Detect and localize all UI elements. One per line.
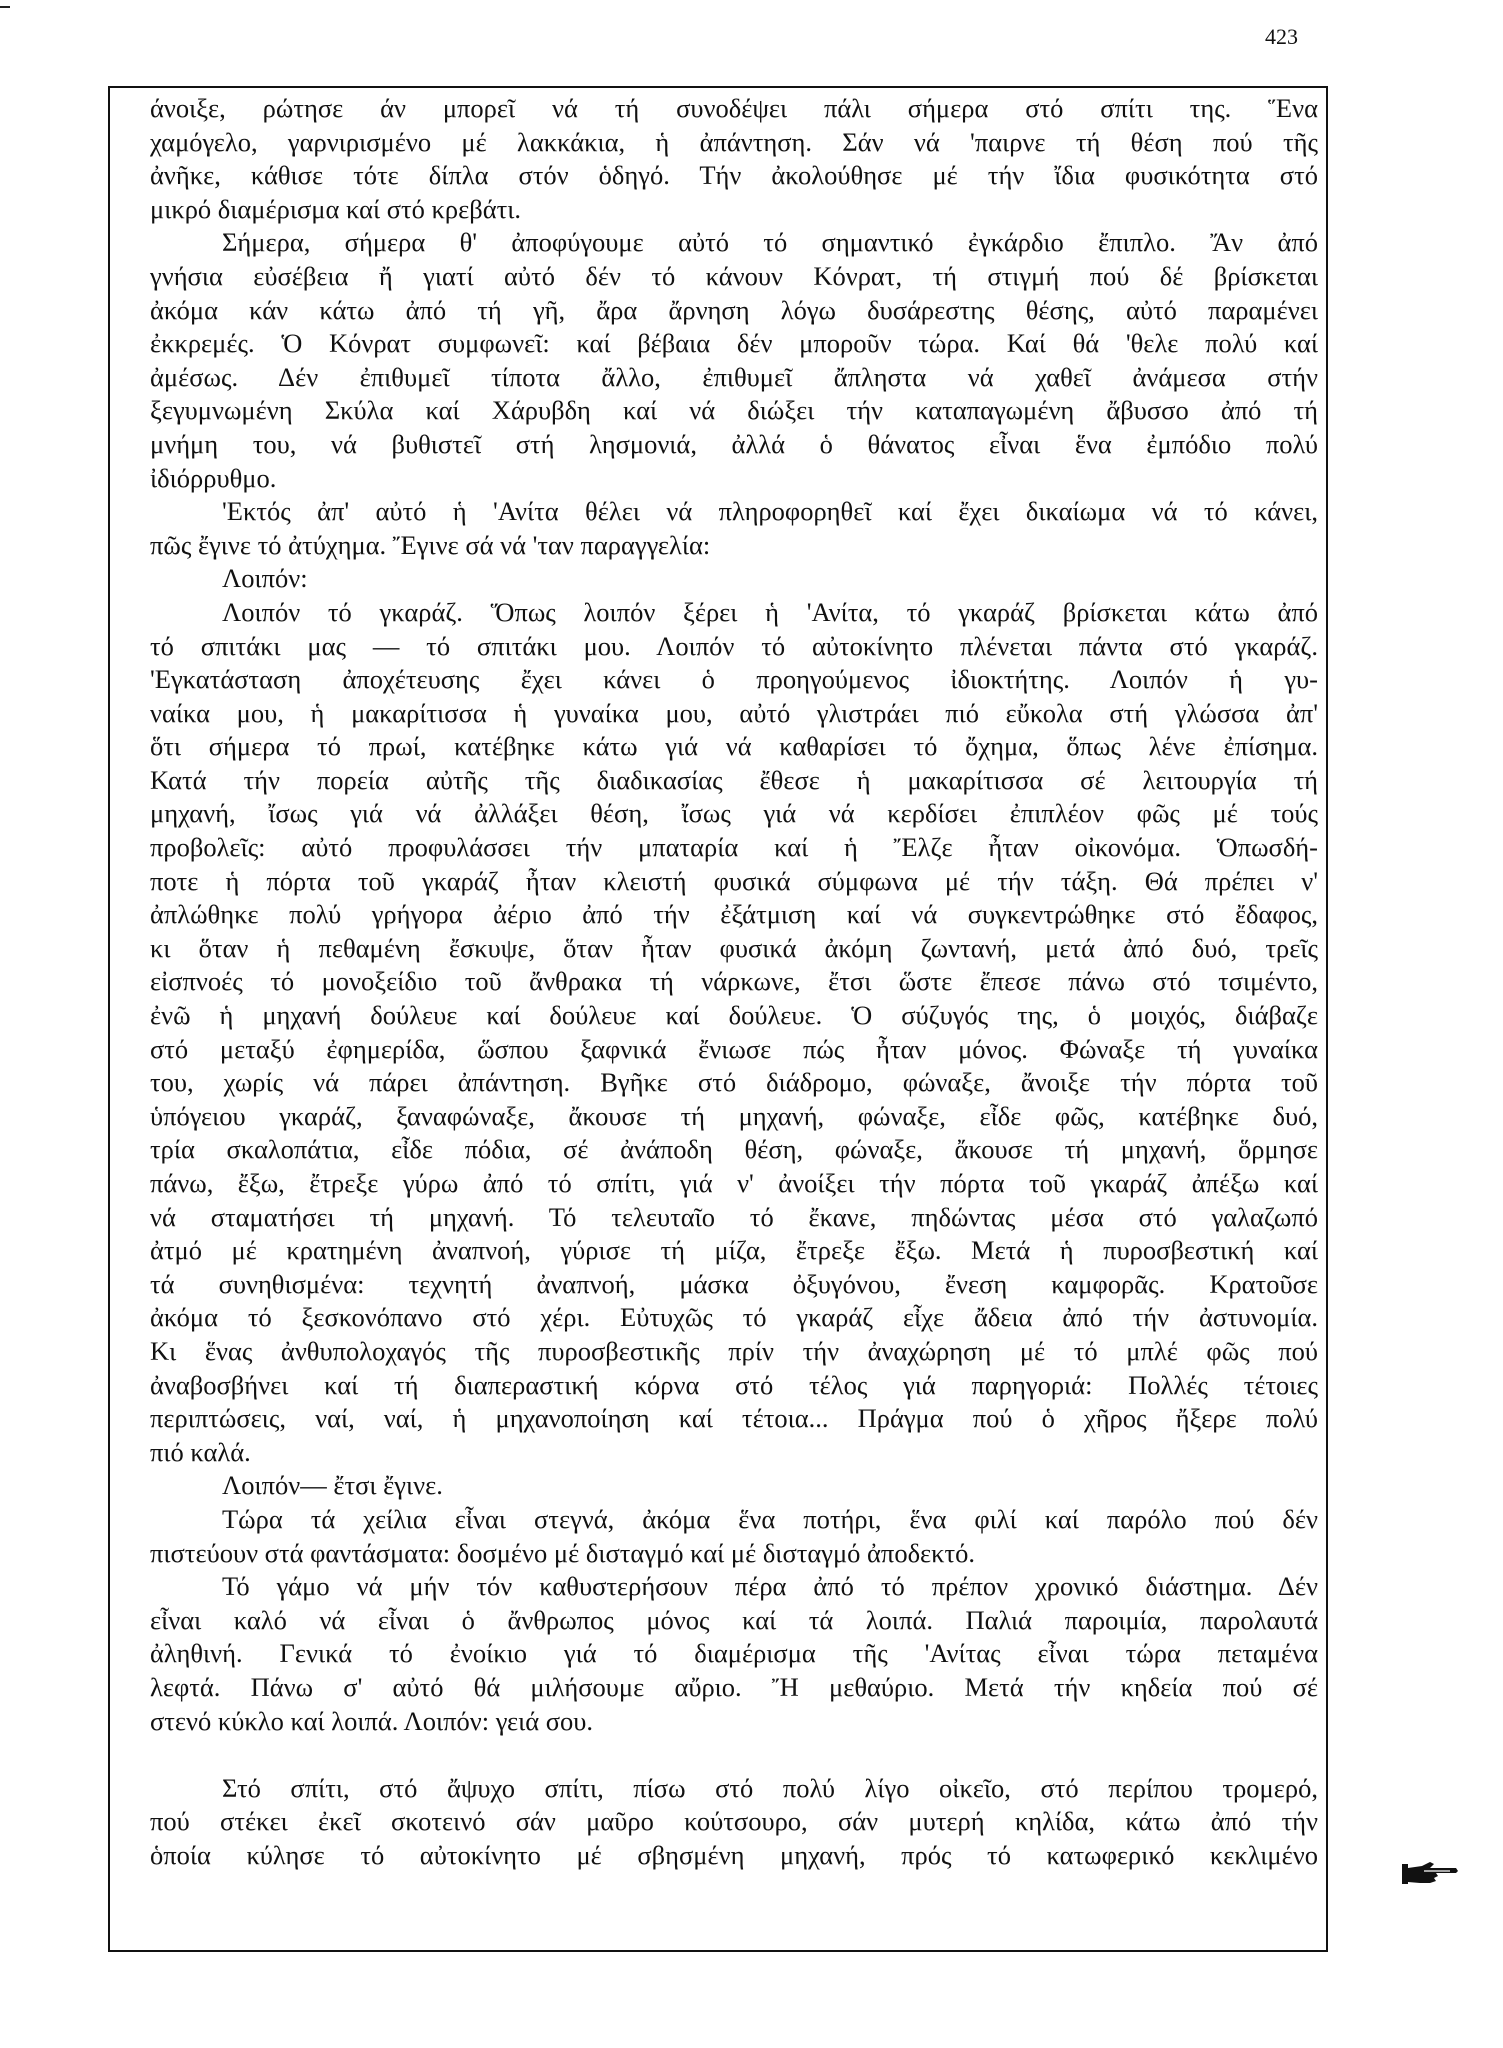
- text-line: Λοιπόν τό γκαράζ. Ὅπως λοιπόν ξέρει ἡ 'Ανίτα, τό γκαράζ βρίσκεται κάτω ἀπό: [222, 596, 1318, 627]
- text-line: ὁποία κύλησε τό αὐτοκίνητο μέ σβησμένη μηχανή, πρός τό κατωφερικό κεκλιμένο: [150, 1839, 1318, 1870]
- text-body: [150, 92, 1318, 1872]
- text-line: πιστεύουν στά φαντάσματα: δοσμένο μέ δισταγμό καί μέ δισταγμό ἀποδεκτό.: [150, 1537, 976, 1568]
- text-line: περιπτώσεις, ναί, ναί, ἡ μηχανοποίηση καί τέτοια... Πράγμα πού ὁ χῆρος ἤξερε πολύ: [150, 1403, 1318, 1434]
- text-line: τρία σκαλοπάτια, εἶδε πόδια, σέ ἀνάποδη θέση, φώναξε, ἄκουσε τή μηχανή, ὅρμησε: [150, 1134, 1318, 1165]
- text-line: πιό καλά.: [150, 1436, 251, 1467]
- text-line: ἀκόμα κάν κάτω ἀπό τή γῆ, ἄρα ἄρνηση λόγω δυσάρεστης θέσης, αὐτό παραμένει: [150, 294, 1318, 325]
- text-line: Τό γάμο νά μήν τόν καθυστερήσουν πέρα ἀπό τό πρέπον χρονικό διάστημα. Δέν: [222, 1571, 1318, 1602]
- text-line: πού στέκει ἐκεῖ σκοτεινό σάν μαῦρο κούτσουρο, σάν μυτερή κηλίδα, κάτω ἀπό τήν: [150, 1806, 1318, 1837]
- text-line: μικρό διαμέρισμα καί στό κρεβάτι.: [150, 193, 522, 224]
- text-line: ἀκόμα τό ξεσκονόπανο στό χέρι. Εὐτυχῶς τό γκαράζ εἶχε ἄδεια ἀπό τήν ἀστυνομία.: [150, 1302, 1318, 1333]
- text-line: ἀναβοσβήνει καί τή διαπεραστική κόρνα στό τέλος γιά παρηγοριά: Πολλές τέτοιες: [150, 1369, 1318, 1400]
- text-line: του, χωρίς νά πάρει ἀπάντηση. Βγῆκε στό διάδρομο, φώναξε, ἄνοιξε τήν πόρτα τοῦ: [150, 1067, 1318, 1098]
- text-line: προβολεῖς: αὐτό προφυλάσσει τήν μπαταρία καί ἡ Ἔλζε ἦταν οἰκονόμα. Ὁπωσδή-: [150, 832, 1318, 863]
- text-line: ποτε ἡ πόρτα τοῦ γκαράζ ἦταν κλειστή φυσικά σύμφωνα μέ τήν τάξη. Θά πρέπει ν': [150, 865, 1318, 896]
- text-line: ἀτμό μέ κρατημένη ἀναπνοή, γύρισε τή μίζα, ἔτρεξε ἔξω. Μετά ἡ πυροσβεστική καί: [150, 1235, 1318, 1266]
- text-line: άνοιξε, ρώτησε άν μπορεῖ νά τή συνοδέψει πάλι σήμερα στό σπίτι της. Ἕνα: [150, 93, 1318, 123]
- text-line: τά συνηθισμένα: τεχνητή ἀναπνοή, μάσκα ὀξυγόνου, ἔνεση καμφορᾶς. Κρατοῦσε: [150, 1268, 1318, 1299]
- text-line: Στό σπίτι, στό ἄψυχο σπίτι, πίσω στό πολύ λίγο οἰκεῖο, στό περίπου τρομερό,: [222, 1772, 1318, 1803]
- text-line: στενό κύκλο καί λοιπά. Λοιπόν: γειά σου.: [150, 1705, 594, 1736]
- text-line: Σήμερα, σήμερα θ' ἀποφύγουμε αὐτό τό σημαντικό ἐγκάρδιο ἔπιπλο. Ἄν ἀπό: [222, 227, 1318, 258]
- text-line: μνήμη του, νά βυθιστεῖ στή λησμονιά, ἀλλά ὁ θάνατος εἶναι ἕνα ἐμπόδιο πολύ: [150, 428, 1318, 459]
- text-line: ἰδιόρρυθμο.: [150, 462, 277, 493]
- paragraph-gap: [150, 1738, 1318, 1772]
- text-line: γνήσια εὐσέβεια ἤ γιατί αὐτό δέν τό κάνουν Κόνρατ, τή στιγμή πού δέ βρίσκεται: [150, 260, 1318, 291]
- text-line: πάνω, ἔξω, ἔτρεξε γύρω ἀπό τό σπίτι, γιά ν' ἀνοίξει τήν πόρτα τοῦ γκαράζ ἀπέξω καί: [150, 1168, 1318, 1198]
- text-line: νά σταματήσει τή μηχανή. Τό τελευταῖο τό ἔκανε, πηδώντας μέσα στό γαλαζωπό: [150, 1201, 1318, 1232]
- text-line: ἀληθινή. Γενικά τό ἐνοίκιο γιά τό διαμέρισμα τῆς 'Ανίτας εἶναι τώρα πεταμένα: [150, 1638, 1318, 1669]
- text-line: τό σπιτάκι μας — τό σπιτάκι μου. Λοιπόν τό αὐτοκίνητο πλένεται πάντα στό γκαράζ.: [150, 630, 1318, 661]
- text-line: ἀμέσως. Δέν ἐπιθυμεῖ τίποτα ἄλλο, ἐπιθυμεῖ ἄπληστα νά χαθεῖ ἀνάμεσα στήν: [150, 361, 1318, 392]
- text-line: 'Εκτός ἀπ' αὐτό ἡ 'Ανίτα θέλει νά πληροφορηθεῖ καί ἔχει δικαίωμα νά τό κάνει,: [222, 496, 1318, 527]
- text-line: Κατά τήν πορεία αὐτῆς τῆς διαδικασίας ἔθεσε ἡ μακαρίτισσα σέ λειτουργία τή: [150, 764, 1318, 795]
- text-line: ἐνῶ ἡ μηχανή δούλευε καί δούλευε καί δούλευε. Ὁ σύζυγός της, ὁ μοιχός, διάβαζε: [150, 1000, 1318, 1031]
- page-number: 423: [1265, 24, 1298, 49]
- scan-corner-mark: [0, 6, 10, 8]
- text-line: ἀπλώθηκε πολύ γρήγορα ἀέριο ἀπό τήν ἐξάτμιση καί νά συγκεντρώθηκε στό ἔδαφος,: [150, 899, 1318, 930]
- text-line: Κι ἕνας ἀνθυπολοχαγός τῆς πυροσβεστικῆς πρίν τήν ἀναχώρηση μέ τό μπλέ φῶς πού: [150, 1335, 1318, 1366]
- text-line: πῶς ἔγινε τό ἀτύχημα. Ἔγινε σά νά 'ταν παραγγελία:: [150, 529, 711, 560]
- pointing-hand-icon: [1400, 1860, 1460, 1886]
- text-line: Λοιπόν— ἔτσι ἔγινε.: [222, 1470, 443, 1501]
- text-line: χαμόγελο, γαρνιρισμένο μέ λακκάκια, ἡ ἀπάντηση. Σάν νά 'παιρνε τή θέση πού τῆς: [150, 126, 1318, 157]
- text-line: στό μεταξύ ἐφημερίδα, ὥσπου ξαφνικά ἔνιωσε πώς ἦταν μόνος. Φώναξε τή γυναίκα: [150, 1033, 1318, 1064]
- text-line: ναίκα μου, ἡ μακαρίτισσα ἡ γυναίκα μου, αὐτό γλιστράει πιό εὔκολα στή γλώσσα ἀπ': [150, 697, 1318, 728]
- text-line: ξεγυμνωμένη Σκύλα καί Χάρυβδη καί νά διώξει τήν καταπαγωμένη ἄβυσσο ἀπό τή: [150, 395, 1318, 426]
- text-line: ἀνῆκε, κάθισε τότε δίπλα στόν ὁδηγό. Τήν ἀκολούθησε μέ τήν ἴδια φυσικότητα στό: [150, 160, 1318, 191]
- text-line: εἶναι καλό νά εἶναι ὁ ἄνθρωπος μόνος καί τά λοιπά. Παλιά παροιμία, παρολαυτά: [150, 1604, 1318, 1635]
- text-line: Τώρα τά χείλια εἶναι στεγνά, ἀκόμα ἕνα ποτήρι, ἕνα φιλί καί παρόλο πού δέν: [222, 1503, 1318, 1534]
- text-line: εἰσπνοές τό μονοξείδιο τοῦ ἄνθρακα τή νάρκωνε, ἔτσι ὥστε ἔπεσε πάνω στό τσιμέντο,: [150, 966, 1318, 997]
- text-line: μηχανή, ἴσως γιά νά ἀλλάξει θέση, ἴσως γιά νά κερδίσει ἐπιπλέον φῶς μέ τούς: [150, 798, 1318, 829]
- text-line: ὅτι σήμερα τό πρωί, κατέβηκε κάτω γιά νά καθαρίσει τό ὄχημα, ὅπως λένε ἐπίσημα.: [150, 731, 1318, 762]
- text-line: 'Εγκατάσταση ἀποχέτευσης ἔχει κάνει ὁ προηγούμενος ἰδιοκτήτης. Λοιπόν ἡ γυ-: [150, 664, 1318, 695]
- text-line: κι ὅταν ἡ πεθαμένη ἔσκυψε, ὅταν ἦταν φυσικά ἀκόμη ζωντανή, μετά ἀπό δυό, τρεῖς: [150, 932, 1318, 963]
- text-line: λεφτά. Πάνω σ' αὐτό θά μιλήσουμε αὔριο. Ἤ μεθαύριο. Μετά τήν κηδεία πού σέ: [150, 1671, 1318, 1702]
- text-line: ὑπόγειου γκαράζ, ξαναφώναξε, ἄκουσε τή μηχανή, φώναξε, εἶδε φῶς, κατέβηκε δυό,: [150, 1100, 1318, 1131]
- text-line: Λοιπόν:: [222, 563, 308, 594]
- text-line: ἐκκρεμές. Ὁ Κόνρατ συμφωνεῖ: καί βέβαια δέν μποροῦν τώρα. Καί θά 'θελε πολύ καί: [150, 328, 1318, 359]
